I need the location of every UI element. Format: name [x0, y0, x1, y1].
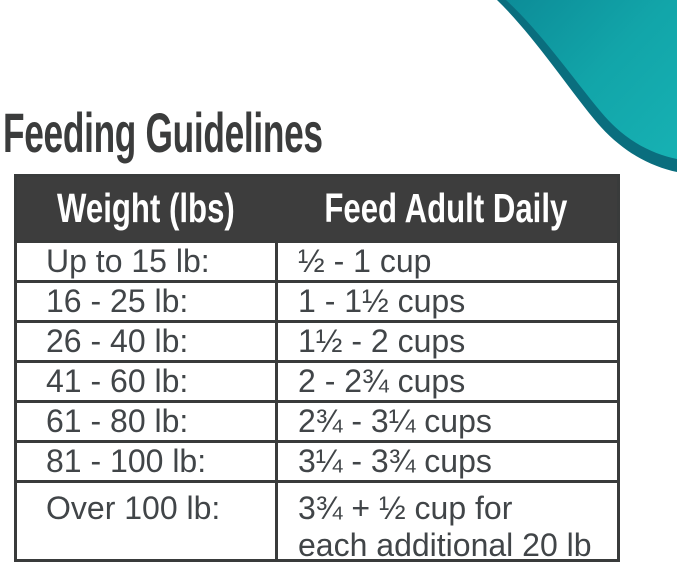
column-header-weight: Weight (lbs)	[57, 185, 235, 231]
column-header-feed: Feed Adult Daily	[324, 185, 568, 231]
table-cell-feed: 1½ - 2 cups	[275, 320, 617, 360]
table-cell-feed: ½ - 1 cup	[275, 240, 617, 280]
feeding-guidelines-table	[14, 174, 620, 562]
table-header-row	[17, 177, 617, 240]
table-cell-feed: 3¼ - 3¾ cups	[275, 440, 617, 480]
swoosh-main	[506, 0, 677, 159]
table-cell-weight: 16 - 25 lb:	[17, 280, 275, 320]
table-cell-feed: 2 - 2¾ cups	[275, 360, 617, 400]
page-title: Feeding Guidelines	[3, 100, 323, 164]
table-cell-feed: 1 - 1½ cups	[275, 280, 617, 320]
table-cell-weight: 41 - 60 lb:	[17, 360, 275, 400]
table-cell-feed	[275, 480, 617, 559]
table-cell-weight: 61 - 80 lb:	[17, 400, 275, 440]
table-cell-weight: Over 100 lb:	[17, 480, 275, 559]
feed-multiline: 3¾ + ½ cup for each additional 20 lb	[298, 490, 592, 559]
table-cell-weight: 26 - 40 lb:	[17, 320, 275, 360]
table-cell-feed: 2¾ - 3¼ cups	[275, 400, 617, 440]
table-cell-weight: 81 - 100 lb:	[17, 440, 275, 480]
table-cell-weight: Up to 15 lb:	[17, 240, 275, 280]
swoosh-dark-edge	[497, 0, 677, 172]
